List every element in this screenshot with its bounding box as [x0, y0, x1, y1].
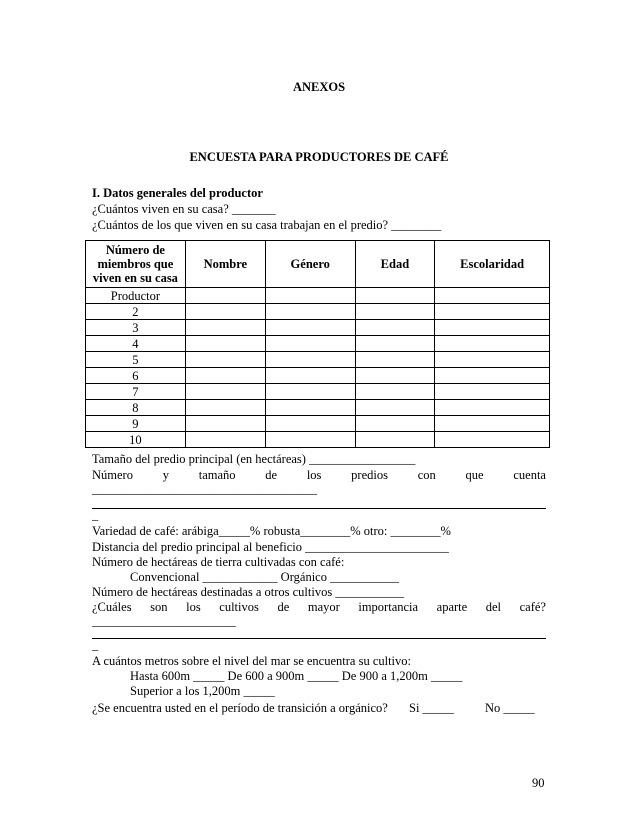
- transition-no-option[interactable]: No _____: [485, 701, 535, 715]
- column-header-gender: Género: [265, 241, 355, 288]
- schooling-cell[interactable]: [435, 368, 550, 384]
- word: que: [465, 468, 484, 482]
- word: tamaño: [198, 468, 236, 482]
- question-household-size: ¿Cuántos viven en su casa? _______: [92, 202, 276, 216]
- name-cell[interactable]: [185, 352, 265, 368]
- word: de: [277, 600, 290, 614]
- age-cell[interactable]: [355, 336, 435, 352]
- question-plots: [92, 468, 546, 483]
- name-cell[interactable]: [185, 320, 265, 336]
- gender-cell[interactable]: [265, 432, 355, 448]
- word: los: [306, 468, 322, 482]
- word: de: [265, 468, 278, 482]
- age-cell[interactable]: [355, 400, 435, 416]
- conventional-organic-options: Convencional ____________ Orgánico ___________: [130, 570, 399, 584]
- age-cell[interactable]: [355, 352, 435, 368]
- word: Número: [92, 468, 133, 482]
- schooling-cell[interactable]: [435, 336, 550, 352]
- name-cell[interactable]: [185, 336, 265, 352]
- age-cell[interactable]: [355, 320, 435, 336]
- answer-line[interactable]: [92, 508, 546, 509]
- row-label: 9: [86, 416, 186, 432]
- question-hectares-coffee: Número de hectáreas de tierra cultivadas con café:: [92, 555, 345, 569]
- name-cell[interactable]: [185, 304, 265, 320]
- main-crops-answer-blank[interactable]: _______________________: [92, 614, 236, 628]
- gender-cell[interactable]: [265, 352, 355, 368]
- word: con: [417, 468, 436, 482]
- word: aparte: [436, 600, 468, 614]
- annex-title: ANEXOS: [292, 80, 346, 94]
- question-other-crops: Número de hectáreas destinadas a otros cultivos ___________: [92, 585, 405, 599]
- name-cell[interactable]: [185, 368, 265, 384]
- word: importancia: [358, 600, 419, 614]
- row-label: 7: [86, 384, 186, 400]
- column-header-age: Edad: [355, 241, 435, 288]
- row-label: 10: [86, 432, 186, 448]
- row-label: 5: [86, 352, 186, 368]
- word: cultivos: [219, 600, 259, 614]
- column-header-name: Nombre: [185, 241, 265, 288]
- answer-line-dash: _: [92, 508, 99, 522]
- gender-cell[interactable]: [265, 304, 355, 320]
- schooling-cell[interactable]: [435, 432, 550, 448]
- section-heading: I. Datos generales del productor: [92, 186, 263, 200]
- schooling-cell[interactable]: [435, 320, 550, 336]
- age-cell[interactable]: [355, 384, 435, 400]
- answer-line-dash: _: [92, 638, 99, 652]
- question-household-workers: ¿Cuántos de los que viven en su casa trabajan en el predio? ________: [92, 218, 442, 232]
- table-row: [86, 416, 550, 432]
- row-label: 8: [86, 400, 186, 416]
- question-distance: Distancia del predio principal al beneficio _______________________: [92, 540, 449, 554]
- word: son: [150, 600, 168, 614]
- table-row: [86, 352, 550, 368]
- schooling-cell[interactable]: [435, 400, 550, 416]
- schooling-cell[interactable]: [435, 352, 550, 368]
- age-cell[interactable]: [355, 304, 435, 320]
- gender-cell[interactable]: [265, 384, 355, 400]
- row-label: 6: [86, 368, 186, 384]
- word: mayor: [307, 600, 340, 614]
- gender-cell[interactable]: [265, 320, 355, 336]
- row-label: 3: [86, 320, 186, 336]
- word: ¿Cuáles: [92, 600, 132, 614]
- plots-answer-blank[interactable]: ____________________________________: [92, 482, 317, 496]
- gender-cell[interactable]: [265, 416, 355, 432]
- table-row: [86, 384, 550, 400]
- altitude-options: Hasta 600m _____ De 600 a 900m _____ De 900 a 1,200m _____: [130, 669, 463, 683]
- question-transition: ¿Se encuentra usted en el período de transición a orgánico?: [92, 701, 388, 715]
- table-row: [86, 288, 550, 304]
- name-cell[interactable]: [185, 432, 265, 448]
- schooling-cell[interactable]: [435, 416, 550, 432]
- question-main-crops: [92, 600, 546, 615]
- question-farm-size: Tamaño del predio principal (en hectáreas) _________________: [92, 452, 416, 466]
- row-label: 4: [86, 336, 186, 352]
- altitude-option-high: Superior a los 1,200m _____: [130, 684, 275, 698]
- name-cell[interactable]: [185, 288, 265, 304]
- schooling-cell[interactable]: [435, 288, 550, 304]
- gender-cell[interactable]: [265, 336, 355, 352]
- table-row: [86, 368, 550, 384]
- table-row: [86, 320, 550, 336]
- age-cell[interactable]: [355, 288, 435, 304]
- word: predios: [351, 468, 388, 482]
- table-row: [86, 400, 550, 416]
- gender-cell[interactable]: [265, 288, 355, 304]
- word: café?: [519, 600, 546, 614]
- table-row: [86, 432, 550, 448]
- age-cell[interactable]: [355, 368, 435, 384]
- age-cell[interactable]: [355, 432, 435, 448]
- transition-yes-option[interactable]: Si _____: [409, 701, 454, 715]
- name-cell[interactable]: [185, 384, 265, 400]
- word: y: [162, 468, 169, 482]
- name-cell[interactable]: [185, 416, 265, 432]
- question-variety: Variedad de café: arábiga_____% robusta________% otro: ________%: [92, 524, 451, 538]
- table-row: [86, 336, 550, 352]
- schooling-cell[interactable]: [435, 304, 550, 320]
- question-altitude: A cuántos metros sobre el nivel del mar se encuentra su cultivo:: [92, 654, 412, 668]
- page-number: 90: [532, 776, 545, 790]
- row-label: 2: [86, 304, 186, 320]
- word: los: [186, 600, 201, 614]
- column-header-schooling: Escolaridad: [435, 241, 550, 288]
- gender-cell[interactable]: [265, 368, 355, 384]
- household-members-table: [85, 240, 550, 448]
- row-label: Productor: [86, 288, 186, 304]
- column-header-members: Número de miembros que viven en su casa: [86, 241, 186, 288]
- name-cell[interactable]: [185, 400, 265, 416]
- schooling-cell[interactable]: [435, 384, 550, 400]
- survey-title: ENCUESTA PARA PRODUCTORES DE CAFÉ: [189, 150, 449, 164]
- answer-line[interactable]: [92, 638, 546, 639]
- word: cuenta: [513, 468, 546, 482]
- word: del: [485, 600, 502, 614]
- table-header-row: [86, 241, 550, 288]
- gender-cell[interactable]: [265, 400, 355, 416]
- table-row: [86, 304, 550, 320]
- age-cell[interactable]: [355, 416, 435, 432]
